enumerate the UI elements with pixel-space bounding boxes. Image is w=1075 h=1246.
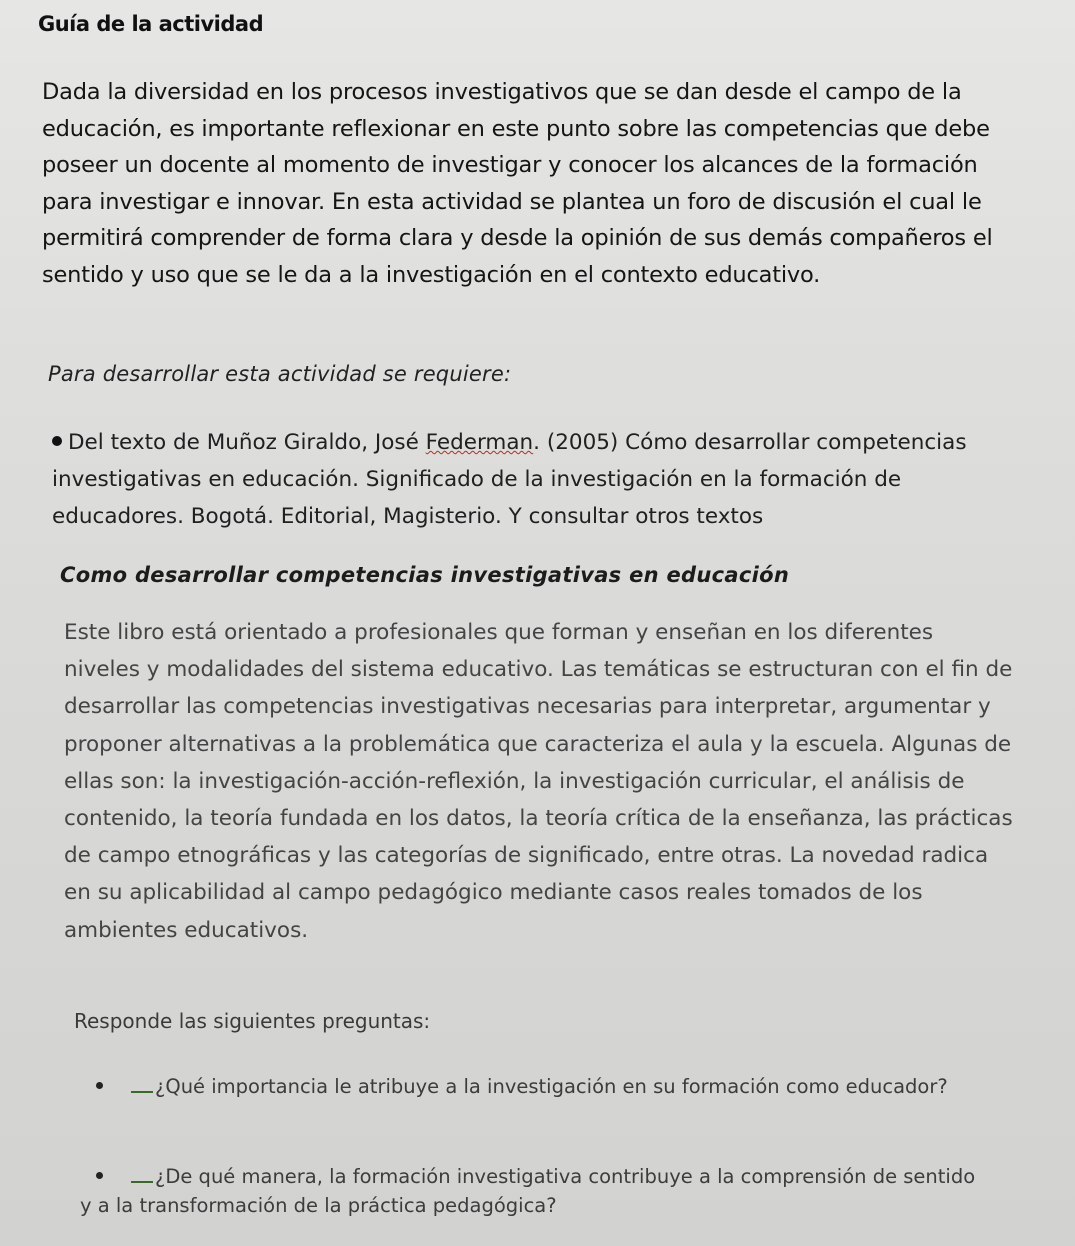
question-text: ¿De qué manera, la formación investigativa contribuye a la comprensión de sentido y a la transformación de la práctica pedagógica? (80, 1165, 976, 1217)
bullet-icon (96, 1082, 103, 1089)
list-marker-icon (131, 1083, 153, 1093)
question-item (80, 1162, 980, 1220)
activity-guide-heading: Guía de la actividad (38, 12, 264, 36)
bullet-icon (52, 436, 62, 446)
intro-text: Dada la diversidad en los procesos investigativos que se dan desde el campo de la educación, es importante reflexionar en este punto sobre las competencias que debe poseer un docente al momento de investigar y conocer los alcances de la formación para investigar e innovar. En esta actividad se plantea un foro de discusión el cual le permitirá comprender de forma clara y desde la opinión de sus demás compañeros el sentido y uso que se le da a la investigación en el contexto educativo. (42, 79, 993, 288)
question-item (80, 1072, 980, 1101)
question-text: ¿Qué importancia le atribuye a la investigación en su formación como educador? (155, 1075, 948, 1098)
questions-prompt: Responde las siguientes preguntas: (74, 1009, 431, 1033)
reference-text-before: Del texto de Muñoz Giraldo, José (68, 430, 426, 455)
reference-bullet-item (52, 424, 1012, 535)
book-description (64, 614, 1014, 949)
list-marker-icon (131, 1173, 153, 1183)
requirements-label: Para desarrollar esta actividad se requiere: (48, 362, 512, 386)
book-title: Como desarrollar competencias investigativas en educación (60, 563, 790, 587)
reference-text-after: . (2005) Cómo desarrollar competencias investigativas en educación. Significado de la investigación en la formación de educadores. Bogotá. Editorial, Magisterio. Y consultar otros textos (52, 430, 967, 529)
book-description-text: Este libro está orientado a profesionales que forman y enseñan en los diferentes niveles y modalidades del sistema educativo. Las temáticas se estructuran con el fin de desarrollar las competencias investigativas necesarias para interpretar, argumentar y proponer alternativas a la problemática que caracteriza el aula y la escuela. Algunas de ellas son: la investigación-acción-reflexión, la investigación curricular, el análisis de contenido, la teoría fundada en los datos, la teoría crítica de la enseñanza, las prácticas de campo etnográficas y las categorías de significado, entre otras. La novedad radica en su aplicabilidad al campo pedagógico mediante casos reales tomados de los ambientes educativos. (64, 620, 1013, 943)
spellcheck-highlighted-name: Federman (425, 430, 534, 455)
intro-paragraph (42, 74, 1032, 293)
bullet-icon (96, 1172, 103, 1179)
